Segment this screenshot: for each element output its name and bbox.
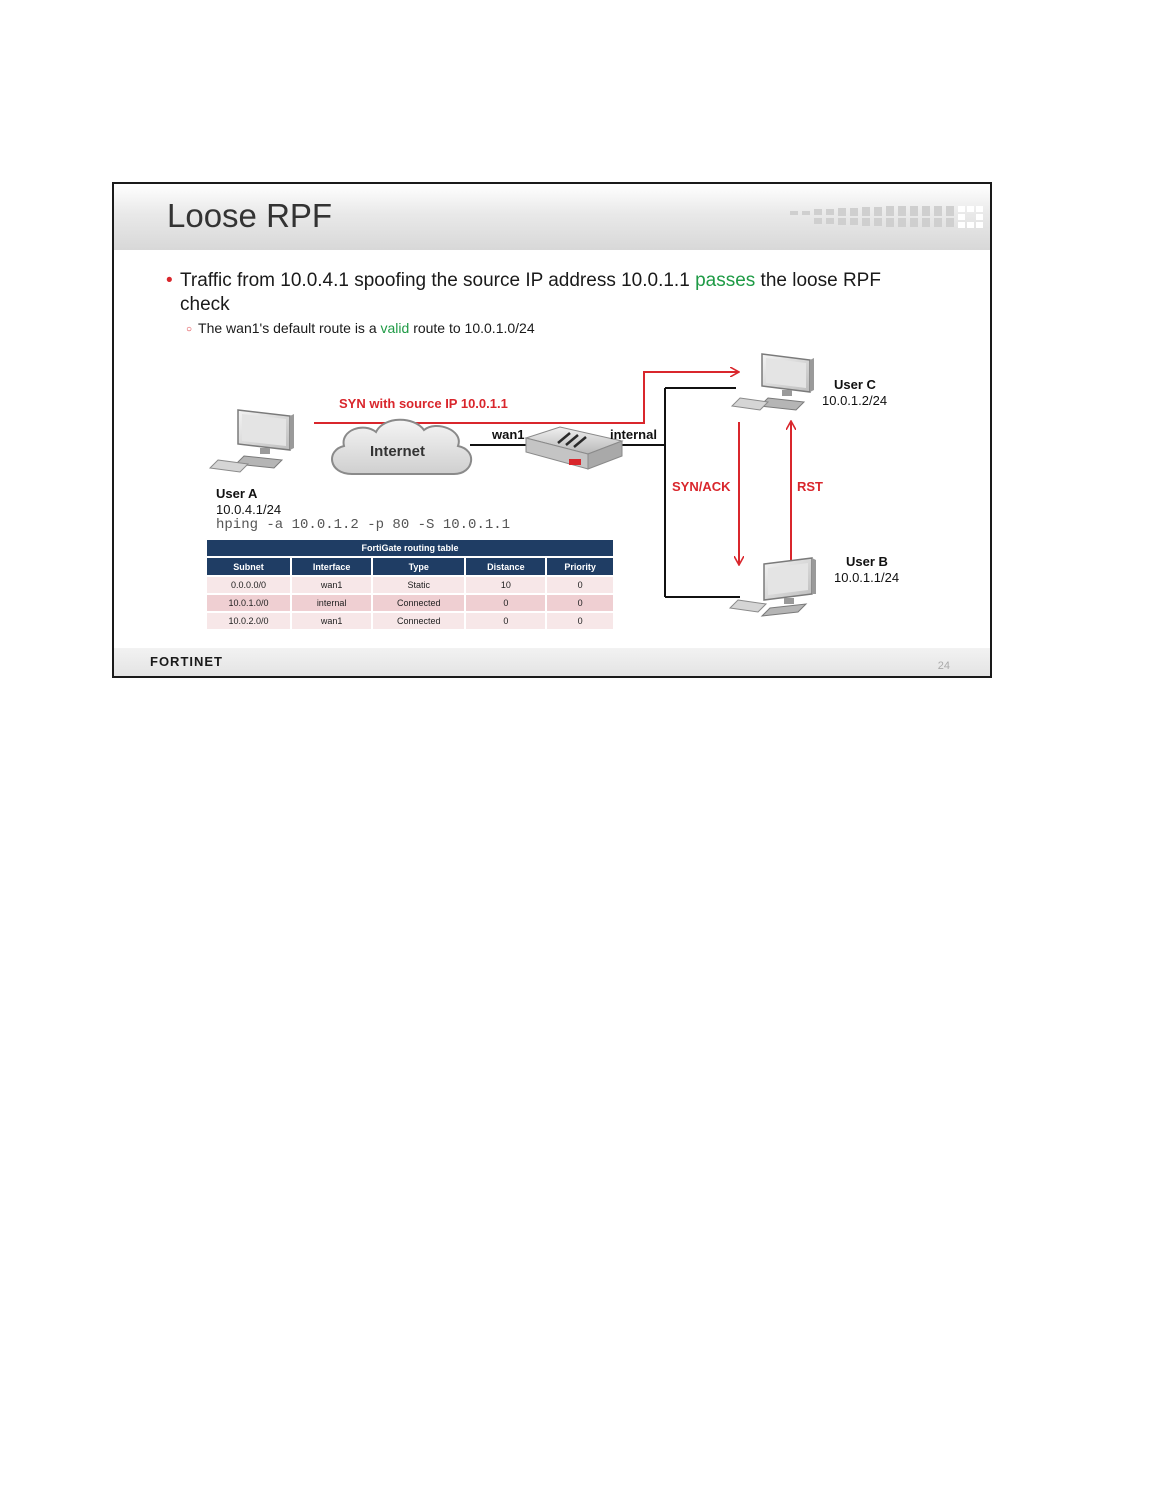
sub-bullet-highlight: valid [380, 320, 410, 336]
slide-footer [114, 648, 990, 676]
table-cell: internal [291, 594, 372, 612]
user-b-name: User B [846, 554, 888, 569]
user-c-name: User C [834, 377, 876, 392]
table-cell: 0 [546, 576, 613, 594]
table-row [207, 576, 613, 594]
sub-bullet-text-end: route to 10.0.1.0/24 [413, 320, 535, 336]
user-c-ip: 10.0.1.2/24 [822, 393, 888, 408]
table-cell: Static [372, 576, 465, 594]
user-a-ip: 10.0.4.1/24 [216, 502, 282, 517]
column-header: Subnet [207, 557, 291, 576]
user-b-computer-icon [730, 558, 816, 616]
table-cell: 0.0.0.0/0 [207, 576, 291, 594]
user-a-computer-icon [210, 410, 294, 472]
table-cell: 10 [465, 576, 546, 594]
column-header: Interface [291, 557, 372, 576]
routing-table-caption: FortiGate routing table [207, 540, 613, 557]
table-cell: 10.0.2.0/0 [207, 612, 291, 629]
wan1-label: wan1 [492, 427, 525, 442]
fortinet-logo: FORTINET [150, 654, 223, 669]
syn-label: SYN with source IP 10.0.1.1 [339, 396, 508, 411]
user-a-name: User A [216, 486, 258, 501]
fortigate-device-icon [526, 427, 622, 469]
table-cell: Connected [372, 594, 465, 612]
table-cell: 0 [546, 594, 613, 612]
sub-bullet-text: The wan1's default route is a [198, 320, 377, 336]
slide-title: Loose RPF [167, 197, 333, 234]
column-header: Type [372, 557, 465, 576]
hping-command: hping -a 10.0.1.2 -p 80 -S 10.0.1.1 [216, 517, 511, 533]
table-cell: 0 [465, 612, 546, 629]
table-cell: 0 [465, 594, 546, 612]
user-b-ip: 10.0.1.1/24 [834, 570, 900, 585]
table-cell: 0 [546, 612, 613, 629]
column-header: Priority [546, 557, 613, 576]
sub-bullet-circle-icon: ○ [186, 324, 193, 335]
bullet-highlight: passes [695, 270, 756, 291]
user-c-computer-icon [732, 354, 814, 410]
table-row [207, 612, 613, 629]
table-cell: wan1 [291, 612, 372, 629]
page-number: 24 [937, 660, 950, 672]
rst-label: RST [797, 479, 823, 494]
bullet-dot: • [166, 270, 173, 291]
bullet-text-end: the loose RPF check [180, 270, 881, 315]
table-cell: Connected [372, 612, 465, 629]
routing-table [207, 540, 613, 629]
table-cell: wan1 [291, 576, 372, 594]
table-row [207, 594, 613, 612]
table-cell: 10.0.1.0/0 [207, 594, 291, 612]
bullet-text: Traffic from 10.0.4.1 spoofing the source IP address 10.0.1.1 [180, 270, 690, 291]
internet-label: Internet [370, 443, 426, 460]
synack-label: SYN/ACK [672, 479, 731, 494]
slide [112, 182, 992, 678]
column-header: Distance [465, 557, 546, 576]
internal-label: internal [610, 427, 657, 442]
